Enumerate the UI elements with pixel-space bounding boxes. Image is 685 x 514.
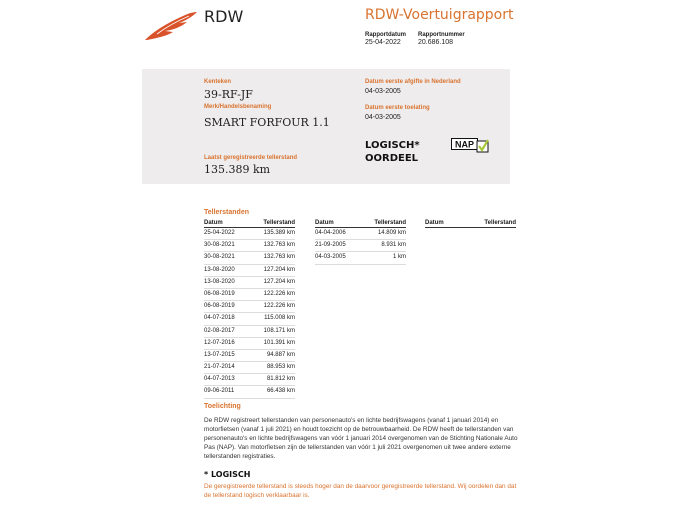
reading-km: 94.887 km [266,351,295,358]
reading-km: 127.204 km [263,278,295,285]
table-row [204,374,295,386]
readings-header [204,220,295,228]
reading-km: 1 km [392,254,406,261]
table-row [204,277,295,289]
reading-date: 21-07-2014 [204,364,235,371]
first-nl-label: Datum eerste afgifte in Nederland [365,79,461,85]
table-row [204,289,295,301]
verdict-line2: OORDEEL [365,153,419,164]
readings-table-1 [204,220,295,399]
reading-km: 115.008 km [264,315,295,322]
table-row [204,338,295,350]
reading-date: 30-08-2021 [204,254,235,261]
brand-name: RDW [204,7,244,26]
report-number-value: 20.686.108 [418,39,454,46]
report-title: RDW-Voertuigrapport [365,7,514,23]
reading-km: 8.931 km [381,242,406,249]
reading-km: 81.812 km [266,376,295,383]
odometer-value: 135.389 km [204,163,271,176]
reading-km: 122.226 km [263,303,295,310]
plate-value: 39-RF-JF [204,88,253,101]
reading-date: 13-08-2020 [204,266,235,273]
reading-km: 122.226 km [263,290,295,297]
table-row [204,313,295,325]
table-row [204,350,295,362]
reading-date: 09-06-2011 [204,388,235,395]
report-date-block [365,32,406,46]
col-reading-header: Tellerstand [484,220,516,226]
make-value: SMART FORFOUR 1.1 [204,116,330,129]
reading-km: 132.763 km [263,242,295,249]
reading-date: 02-08-2017 [204,327,235,334]
explanation-title: Toelichting [204,403,241,410]
readings-header [425,220,516,228]
table-row [204,240,295,252]
table-row [204,228,295,240]
rdw-logo-icon [143,10,198,42]
table-row [204,252,295,264]
reading-km: 101.391 km [263,339,295,346]
reading-km: 132.763 km [263,254,295,261]
reading-date: 12-07-2016 [204,339,235,346]
reading-km: 108.171 km [263,327,295,334]
first-nl-value: 04-03-2005 [365,88,401,95]
col-date-header: Datum [204,220,223,226]
report-number-block [418,32,465,46]
readings-title: Tellerstanden [204,209,249,216]
table-row [204,301,295,313]
reading-date: 21-09-2005 [315,242,346,249]
odometer-label: Laatst geregistreerde tellerstand [204,155,298,161]
col-date-header: Datum [425,220,444,226]
readings-table-3 [425,220,516,228]
col-reading-header: Tellerstand [374,220,406,226]
report-date-label: Rapportdatum [365,32,406,38]
table-row [204,326,295,338]
report-number-label: Rapportnummer [418,32,465,38]
first-admission-label: Datum eerste toelating [365,105,430,111]
reading-date: 25-04-2022 [204,230,235,236]
reading-date: 06-08-2019 [204,290,235,297]
report-date-value: 25-04-2022 [365,39,401,46]
nap-check-icon [451,138,489,153]
reading-km: 66.438 km [266,388,295,395]
col-reading-header: Tellerstand [263,220,295,226]
reading-km: 135.389 km [263,230,295,236]
table-row [315,228,406,240]
table-row [204,386,295,398]
verdict [365,139,420,165]
col-date-header: Datum [315,220,334,226]
readings-header [315,220,406,228]
table-row [204,265,295,277]
logisch-title: * LOGISCH [204,470,251,479]
plate-label: Kenteken [204,79,232,85]
nap-text: NAP [454,139,475,150]
reading-date: 04-07-2018 [204,315,235,322]
explanation-text: De RDW registreert tellerstanden van personenauto's en lichte bedrijfswagens (vanaf 1 januari 2014) en motorfietsen (vanaf 1 juli 2021) en houdt toezicht op de betrouwbaarheid. De RDW heeft de tellerstanden van personenauto's en lichte bedrijfswagens van vóór 1 januari 2014 overgenomen van de Stichting Nationale Auto Pas (NAP). Van motorfietsen zijn de tellerstanden van vóór 1 juli 2021 overgenomen uit twee andere externe tellerstanden registraties. [204,417,518,460]
reading-date: 04-03-2005 [315,254,346,261]
table-row [315,252,406,264]
logisch-text: De geregistreerde tellerstand is steeds hoger dan de daarvoor geregistreerde tellerstand. Wij oordelen dan dat de tellerstand logisch verklaarbaar is. [204,483,517,499]
reading-date: 04-04-2006 [315,230,346,236]
reading-date: 06-08-2019 [204,303,235,310]
reading-date: 13-07-2015 [204,351,235,358]
readings-table-2 [315,220,406,265]
first-admission-value: 04-03-2005 [365,114,401,121]
table-row [315,240,406,252]
reading-date: 30-08-2021 [204,242,235,249]
reading-date: 04-07-2013 [204,376,235,383]
reading-km: 127.204 km [263,266,295,273]
verdict-line1: LOGISCH* [365,140,420,151]
reading-km: 14.809 km [377,230,406,236]
make-label: Merk/Handelsbenaming [204,104,272,110]
table-row [204,362,295,374]
reading-km: 88.953 km [266,364,295,371]
reading-date: 13-08-2020 [204,278,235,285]
